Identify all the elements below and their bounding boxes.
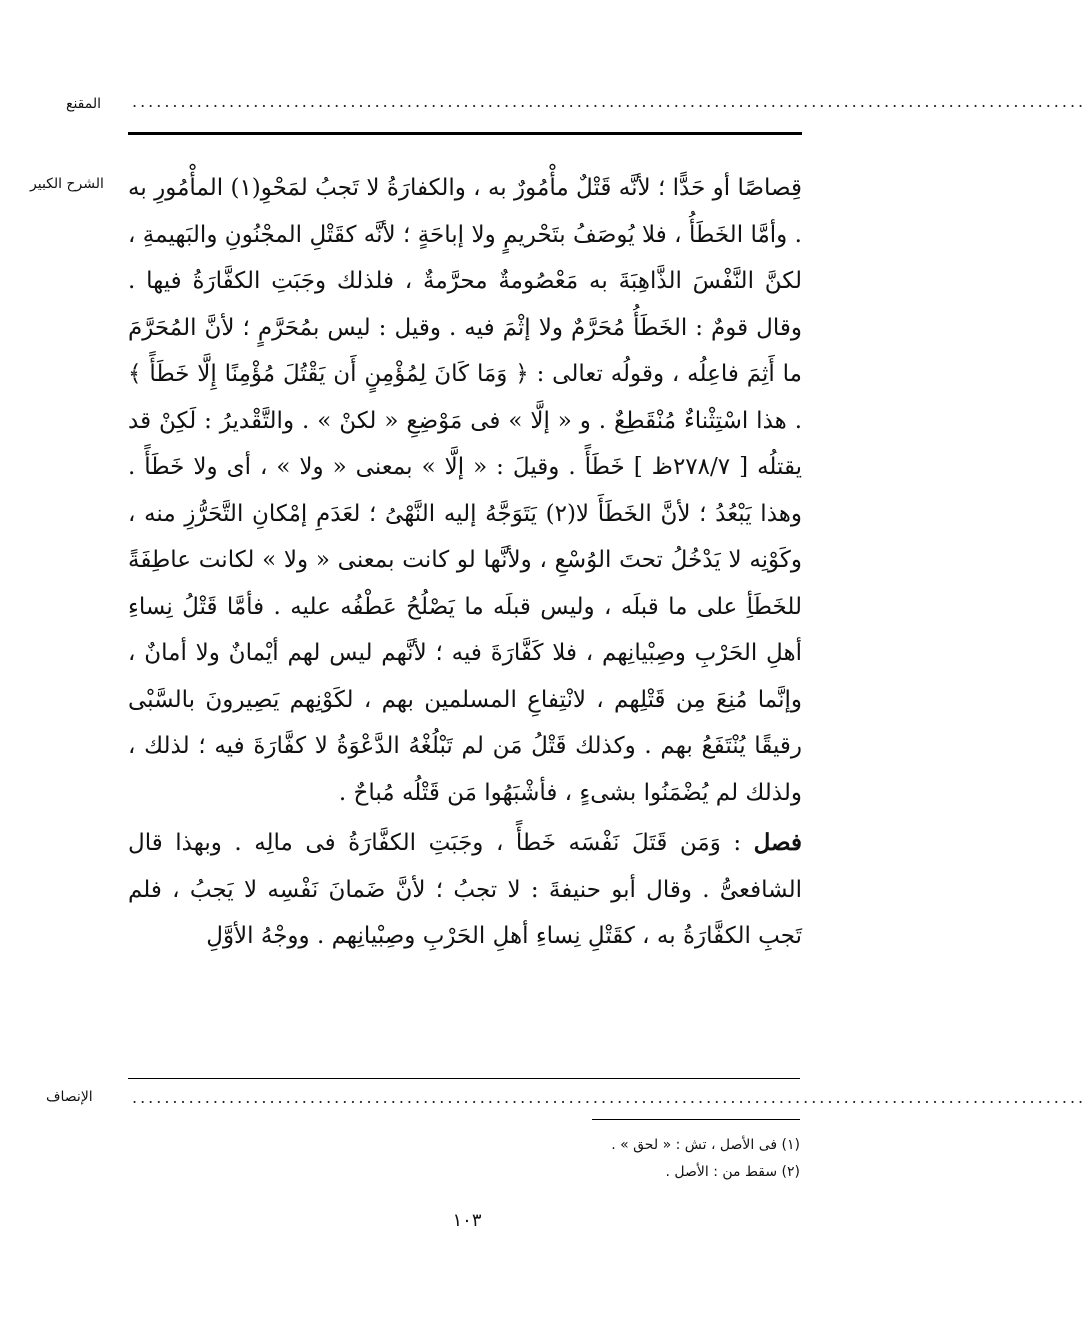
main-text <box>128 165 802 960</box>
fasl-paragraph <box>128 820 802 960</box>
footnotes <box>500 1132 800 1186</box>
fasl-heading: فصل <box>753 829 802 856</box>
sharh-side-label: الشرح الكبير <box>30 176 104 192</box>
section-divider <box>128 1078 800 1079</box>
header-dotted-line: ...................................................................................................................... <box>132 92 1086 111</box>
header-rule <box>128 132 802 135</box>
paragraph: قِصاصًا أو حَدًّا ؛ لأنَّه قَتْلٌ مأْمُورٌ به ، والكفارَةُ لا تَجبُ لمَحْوِ(١) المأْمُورِ به . وأمَّا الخَطَأُ ، فلا يُوصَفُ بتَحْريمٍ ولا إباحَةٍ ؛ لأنَّه كقَتْلِ المجْنُونِ والبَهيمةِ ، لكنَّ النَّفْسَ الذَّاهِبَةَ به مَعْصُومةٌ محرَّمةٌ ، فلذلك وجَبَتِ الكفَّارَةُ فيها . وقال قومٌ : الخَطَأُ مُحَرَّمٌ ولا إثْمَ فيه . وقيل : ليس بمُحَرَّمٍ ؛ لأنَّ المُحَرَّمَ ما أَثِمَ فاعِلُه ، وقولُه تعالى : ﴿ وَمَا كَانَ لِمُؤْمِنٍ أَن يَقْتُلَ مُؤْمِنًا إِلَّا خَطَأً ﴾ . هذا اسْتِثْناءٌ مُنْقَطِعٌ . و « إلَّا » فى مَوْضِعِ « لكنْ » . والتَّقْديرُ : لَكِنْ قد يقتلُه [ ٢٧٨/٧ظ ] خَطَأً . وقيلَ : « إلَّا » بمعنى « ولا » ، أى ولا خَطَأً . وهذا يَبْعُدُ ؛ لأنَّ الخَطَأَ لا(٢) يَتَوَجَّهُ إليه النَّهْىُ ؛ لعَدَمِ إمْكانِ التَّحَرُّزِ منه ، وكَوْنِه لا يَدْخُلُ تحتَ الوُسْعِ ، ولأنَّها لو كانت بمعنى « ولا » لكانت عاطِفَةً للخَطَأِ على ما قبلَه ، وليس قبلَه ما يَصْلُحُ عَطْفُه عليه . فأمَّا قَتْلُ نِساءِ أهلِ الحَرْبِ وصِبْيانِهم ، فلا كَفَّارَةَ فيه ؛ لأنَّهم ليس لهم أيْمانٌ ولا أمانٌ ، وإنَّما مُنِعَ مِن قَتْلِهم ، لانْتِفاعِ المسلمين بهم ، لكَوْنِهم يَصِيرونَ بالسَّبْى رقيقًا يُنْتَفَعُ بهم . وكذلك قَتْلُ مَن لم تَبْلُغْهُ الدَّعْوَةُ لا كفَّارَةَ فيه ؛ لذلك ، ولذلك لم يُضْمَنُوا بشىءٍ ، فأشْبَهُوا مَن قَتْلُه مُباحٌ . <box>128 175 803 806</box>
insaf-dotted-line: ...................................................................................................................... <box>132 1088 1086 1107</box>
insaf-side-label: الإنصاف <box>46 1089 93 1105</box>
footnote-rule <box>592 1119 800 1120</box>
header-book-title: المقنع <box>66 96 102 112</box>
footnote: (٢) سقط من : الأصل . <box>665 1164 800 1180</box>
paragraph: : وَمَن قَتَلَ نَفْسَه خَطأً ، وجَبَتِ الكفَّارَةُ فى مالِه . وبهذا قال الشافعىُّ . وقال أبو حنيفةَ : لا تجبُ ؛ لأنَّ ضَمانَ نَفْسِه لا يَجبُ ، فلم تَجبِ الكفَّارَةُ به ، كقَتْلِ نِساءِ أهلِ الحَرْبِ وصِبْيانِهم . ووجْهُ الأوَّلِ <box>128 830 802 949</box>
page-number: ١٠٣ <box>452 1210 482 1231</box>
footnote: (١) فى الأصل ، تش : « لحق » . <box>611 1137 800 1153</box>
